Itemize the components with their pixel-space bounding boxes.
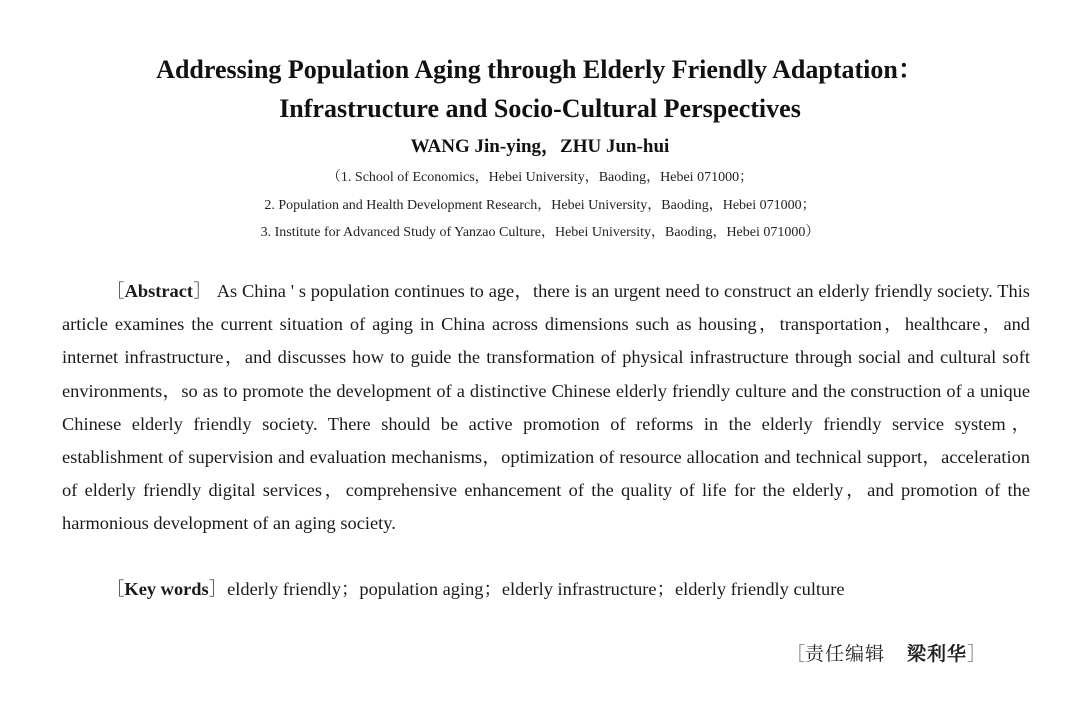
abstract-text: As China ' s population continues to age，there is an urgent need to construct an elderly friendly society. This article examines the current situation of aging in China across dimensions such as housing，transportation，healthcare，and internet infrastructure，and discusses how to guide the transformation of physical infrastructure through social and cultural soft environments，so as to promote the development of a distinctive Chinese elderly friendly culture and the construction of a unique Chinese elderly friendly society. There should be active promotion of reforms in the elderly friendly service system，establishment of supervision and evaluation mechanisms，optimization of resource allocation and technical support，acceleration of elderly friendly digital services，comprehensive enhancement of the quality of life for the elderly，and promotion of the harmonious development of an aging society. xyxy=(62,281,1030,534)
abstract-label: Abstract xyxy=(124,281,194,301)
affiliation-3: 3. Institute for Advanced Study of Yanzao Culture，Hebei University，Baoding，Hebei 071000） xyxy=(260,225,820,240)
author-list: WANG Jin-ying，ZHU Jun-hui xyxy=(410,136,670,157)
keywords-close-bracket: ］ xyxy=(208,579,228,599)
abstract-close-bracket: ］ xyxy=(193,281,212,301)
affiliation-2: 2. Population and Health Development Research，Hebei University，Baoding，Hebei 071000； xyxy=(264,198,816,213)
editor-role: 责任编辑 xyxy=(804,643,885,665)
keywords-open-bracket: ［ xyxy=(106,579,125,599)
affiliation-1: （1. School of Economics，Hebei University，Baoding，Hebei 071000； xyxy=(326,170,754,185)
abstract-open-bracket: ［ xyxy=(106,281,125,301)
abstract-paragraph xyxy=(62,275,1030,541)
responsible-editor xyxy=(786,640,986,668)
editor-name: 梁利华 xyxy=(906,643,967,665)
paper-title-line-1: Addressing Population Aging through Elderly Friendly Adaptation： xyxy=(156,55,924,84)
keywords-line xyxy=(106,573,1036,606)
editor-close-bracket: ］ xyxy=(966,643,986,665)
editor-open-bracket: ［ xyxy=(785,643,805,665)
keywords-text: elderly friendly；population aging；elderly infrastructure；elderly friendly culture xyxy=(227,579,845,599)
keywords-label: Key words xyxy=(124,579,209,599)
paper-title-line-2: Infrastructure and Socio-Cultural Perspectives xyxy=(279,94,801,123)
